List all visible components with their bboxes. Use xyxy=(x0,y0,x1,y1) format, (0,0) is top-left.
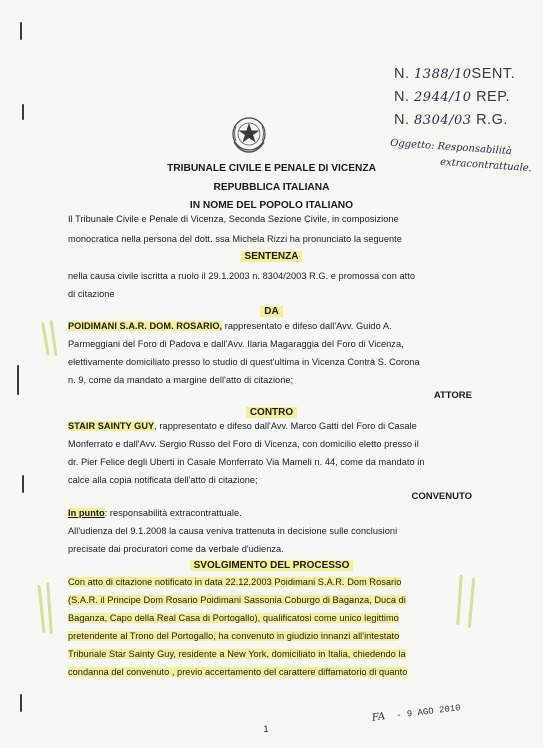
margin-mark xyxy=(20,22,22,40)
oggetto-note-line1: Oggetto: Responsabilità xyxy=(389,137,513,158)
margin-mark xyxy=(17,365,19,395)
causa-line: di citazione xyxy=(68,289,115,299)
attore-line: POIDIMANI S.A.R. DOM. ROSARIO, rappresentato e difeso dall'Avv. Guido A. xyxy=(68,321,392,331)
convenuto-line: dr. Pier Felice degli Uberti in Casale Monferrato Via Mameli n. 44, come da mandato in xyxy=(68,457,425,467)
page-number: 1 xyxy=(263,724,269,734)
da-heading: DA xyxy=(0,306,543,317)
svolgimento-line: Baganza, Capo della Real Casa di Portogallo), qualificatosi come unico legittimo xyxy=(68,613,399,623)
convenuto-line: STAIR SAINTY GUY, rappresentato e difeso dall'Avv. Marco Gatti del Foro di Casale xyxy=(68,421,417,431)
highlighter-stroke xyxy=(37,585,45,633)
stamp-date: - 9 AGO 2010 xyxy=(395,703,462,721)
margin-mark xyxy=(20,694,22,712)
in-punto-line: In punto: responsabilità extracontrattuale. xyxy=(68,508,242,518)
convenuto-role: CONVENUTO xyxy=(411,491,472,502)
highlighter-stroke xyxy=(46,582,53,634)
case-number-rep: N. 2944/10 REP. xyxy=(394,89,511,105)
people-title: IN NOME DEL POPOLO ITALIANO xyxy=(189,200,354,211)
in-punto-label: In punto xyxy=(68,508,105,518)
republic-emblem-icon xyxy=(230,114,268,154)
svolgimento-heading: SVOLGIMENTO DEL PROCESSO xyxy=(0,560,543,571)
svolgimento-line: (S.A.R. il Principe Dom Rosario Poidimani Sassonia Coburgo di Baganza, Duca di xyxy=(68,595,406,605)
intro-line: Il Tribunale Civile e Penale di Vicenza, Seconda Sezione Civile, in composizione xyxy=(68,214,399,224)
svolgimento-line: Con atto di citazione notificato in data 22.12.2003 Poidimani S.A.R. Dom Rosario xyxy=(68,577,402,587)
attore-line: elettivamente domiciliato presso lo studio di quest'ultima in Vicenza Contrà S. Corona xyxy=(68,357,420,367)
intro-line: monocratica nella persona del dott. ssa Michela Rizzi ha pronunciato la seguente xyxy=(68,234,402,244)
highlighter-stroke xyxy=(50,320,58,356)
republic-title: REPUBBLICA ITALIANA xyxy=(213,182,330,193)
udienza-line: precisate dai procuratori come da verbale d'udienza. xyxy=(68,544,284,554)
margin-mark xyxy=(22,104,24,120)
highlighter-stroke xyxy=(456,575,462,625)
sentenza-heading: SENTENZA xyxy=(0,251,543,262)
causa-line: nella causa civile iscritta a ruolo il 29.1.2003 n. 8304/2003 R.G. e promossa con atto xyxy=(68,271,415,281)
highlighter-stroke xyxy=(41,322,50,356)
margin-mark xyxy=(22,475,24,493)
svolgimento-line: pretendente al Trono del Portogallo, ha convenuto in giudizio innanzi all'intestato xyxy=(68,631,400,641)
highlighter-stroke xyxy=(468,578,475,628)
attore-role: ATTORE xyxy=(433,390,472,401)
oggetto-note-line2: extracontrattuale. xyxy=(439,156,533,175)
attore-line: n. 9, come da mandato a margine dell'atto di citazione; xyxy=(68,375,294,385)
convenuto-name: STAIR SAINTY GUY xyxy=(68,421,155,431)
convenuto-line: calce alla copia notificata dell'atto di citazione; xyxy=(68,475,258,485)
svolgimento-line: Tribunale Star Sainty Guy, residente a New York, domiciliato in Italia, chiedendo la xyxy=(68,649,406,659)
attore-line: Parmeggiani del Foro di Padova e dall'Avv. Ilaria Magaraggia del Foro di Vicenza, xyxy=(68,339,404,349)
case-number-rg: N. 8304/03 R.G. xyxy=(394,112,508,128)
attore-name: POIDIMANI S.A.R. DOM. ROSARIO, xyxy=(68,321,223,331)
convenuto-line: Monferrato e dall'Avv. Sergio Russo del Foro di Vicenza, con domicilio eletto presso il xyxy=(68,439,419,449)
stamp-initials: FA xyxy=(371,711,386,724)
court-title: TRIBUNALE CIVILE E PENALE DI VICENZA xyxy=(167,163,376,174)
udienza-line: All'udienza del 9.1.2008 la causa veniva trattenuta in decisione sulle conclusioni xyxy=(68,526,398,536)
svolgimento-line: condanna del convenuto , previo accertamento del carattere diffamatorio di quanto xyxy=(68,667,408,677)
contro-heading: CONTRO xyxy=(0,407,543,418)
case-number-sent: N. 1388/10SENT. xyxy=(394,66,516,82)
